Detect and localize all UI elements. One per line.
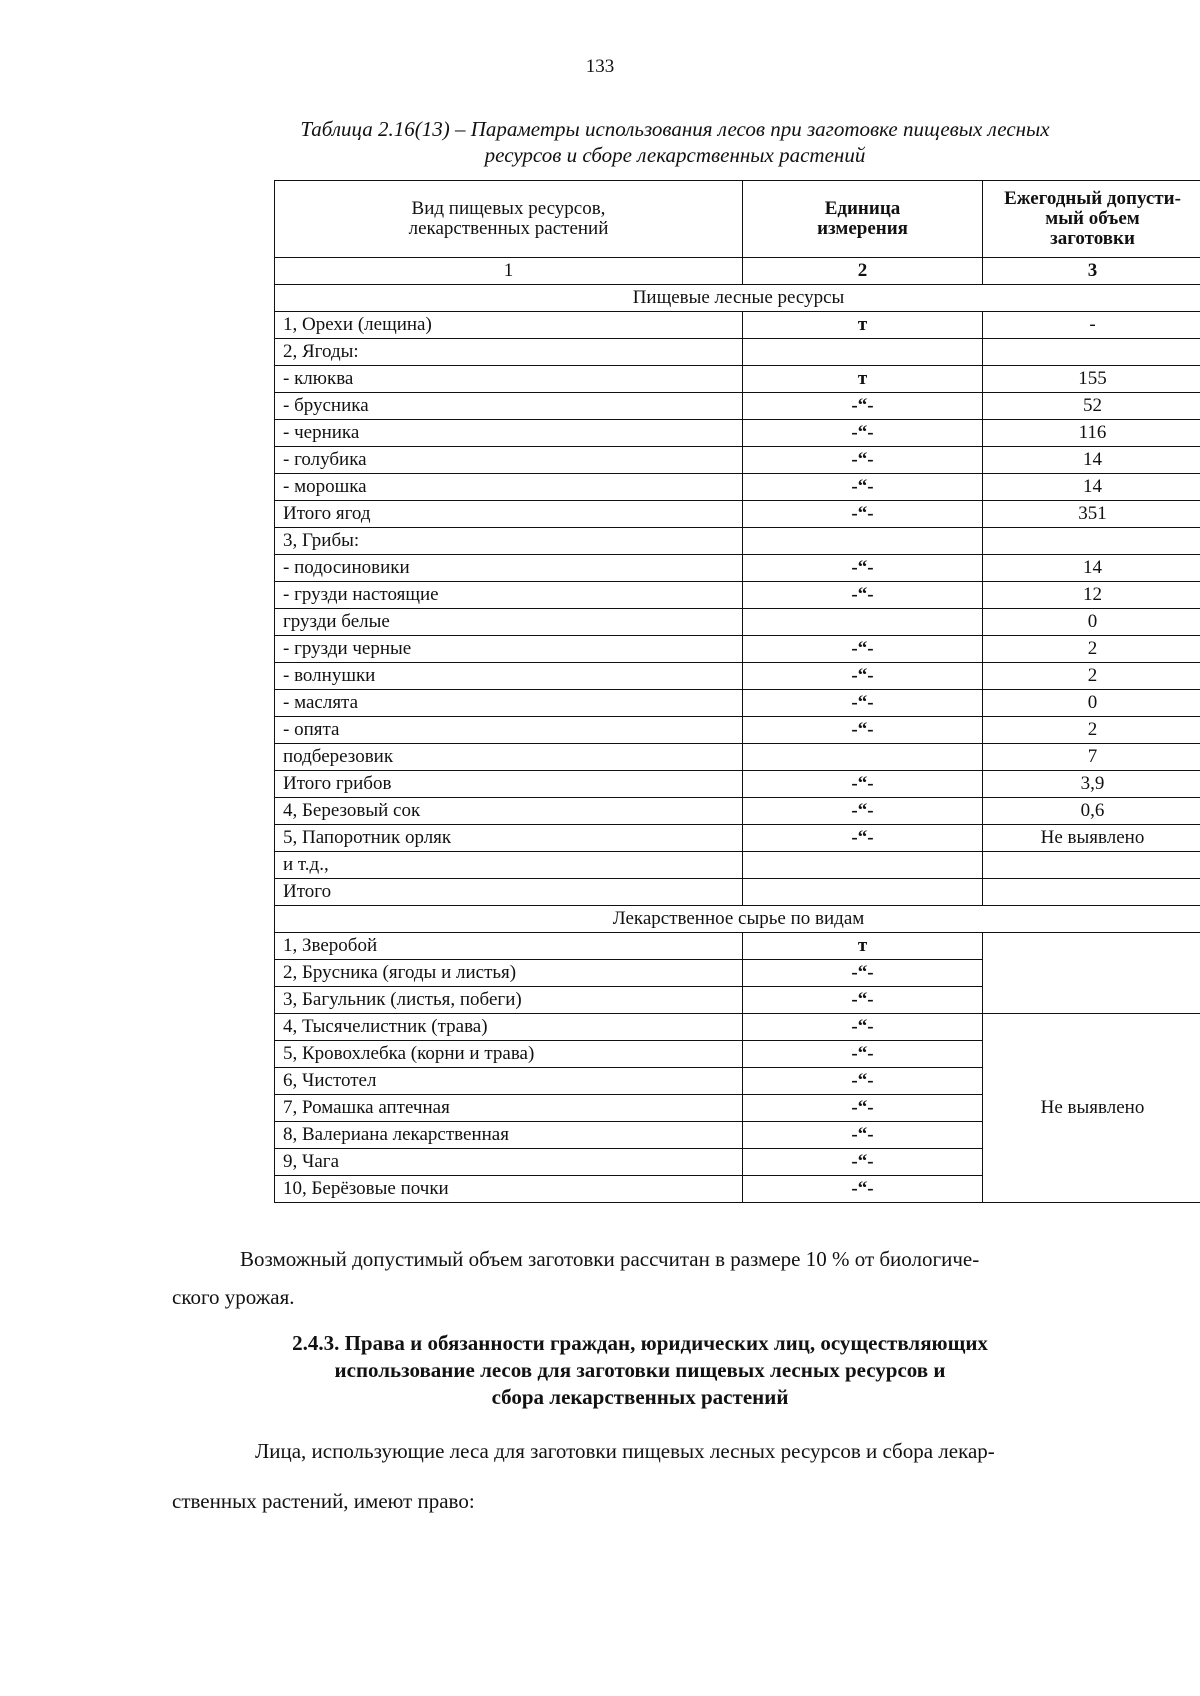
resource-unit: -“-	[743, 717, 983, 744]
table-row	[275, 474, 1200, 501]
resource-unit	[743, 339, 983, 366]
resource-unit	[743, 528, 983, 555]
medicinal-name: 3, Багульник (листья, побеги)	[275, 987, 743, 1014]
resource-value: 3,9	[983, 771, 1200, 798]
medicinal-name: 2, Брусника (ягоды и листья)	[275, 960, 743, 987]
resource-unit: -“-	[743, 825, 983, 852]
medicinal-name: 7, Ромашка аптечная	[275, 1095, 743, 1122]
resource-name: 5, Папоротник орляк	[275, 825, 743, 852]
medicinal-unit: т	[743, 933, 983, 960]
table-row	[275, 1014, 1200, 1041]
header-resource-type: Вид пищевых ресурсов, лекарственных растений	[275, 181, 743, 258]
resource-name: и т.д.,	[275, 852, 743, 879]
header-unit: Единица измерения	[743, 181, 983, 258]
resource-name: 2, Ягоды:	[275, 339, 743, 366]
resource-value: 2	[983, 663, 1200, 690]
table-row	[275, 825, 1200, 852]
header-annual-volume: Ежегодный допусти- мый объем заготовки	[983, 181, 1200, 258]
resource-name: 3, Грибы:	[275, 528, 743, 555]
resource-unit: -“-	[743, 501, 983, 528]
resource-unit: -“-	[743, 474, 983, 501]
table-row	[275, 690, 1200, 717]
medicinal-name: 1, Зверобой	[275, 933, 743, 960]
column-number: 3	[983, 258, 1200, 285]
resource-unit	[743, 879, 983, 906]
column-numbers-row	[275, 258, 1200, 285]
column-number: 1	[275, 258, 743, 285]
resource-value: 155	[983, 366, 1200, 393]
table-row	[275, 420, 1200, 447]
resource-value	[983, 879, 1200, 906]
resource-name: - грузди настоящие	[275, 582, 743, 609]
table-row	[275, 501, 1200, 528]
resource-value: 116	[983, 420, 1200, 447]
medicinal-unit: -“-	[743, 1122, 983, 1149]
resource-name: подберезовик	[275, 744, 743, 771]
resource-name: 4, Березовый сок	[275, 798, 743, 825]
resource-name: - голубика	[275, 447, 743, 474]
resource-unit: -“-	[743, 663, 983, 690]
resource-unit: -“-	[743, 690, 983, 717]
resource-unit: т	[743, 366, 983, 393]
resource-unit: -“-	[743, 420, 983, 447]
resource-name: Итого грибов	[275, 771, 743, 798]
resource-name: - черника	[275, 420, 743, 447]
resource-unit: -“-	[743, 393, 983, 420]
resource-value: 351	[983, 501, 1200, 528]
resource-value: 2	[983, 636, 1200, 663]
medicinal-unit: -“-	[743, 1149, 983, 1176]
section-row-food	[275, 285, 1200, 312]
section-title: Пищевые лесные ресурсы	[275, 285, 1200, 312]
medicinal-unit: -“-	[743, 987, 983, 1014]
resource-unit	[743, 744, 983, 771]
paragraph-1-line-1: Возможный допустимый объем заготовки рассчитан в размере 10 % от биологиче-	[240, 1247, 980, 1271]
resource-name: Итого ягод	[275, 501, 743, 528]
resource-name: - клюква	[275, 366, 743, 393]
table-row	[275, 609, 1200, 636]
table-row	[275, 339, 1200, 366]
medicinal-unit: -“-	[743, 1014, 983, 1041]
resource-name: - подосиновики	[275, 555, 743, 582]
resource-value	[983, 528, 1200, 555]
medicinal-unit: -“-	[743, 1041, 983, 1068]
resource-value: -	[983, 312, 1200, 339]
medicinal-unit: -“-	[743, 1176, 983, 1203]
medicinal-name: 10, Берёзовые почки	[275, 1176, 743, 1203]
resource-value	[983, 852, 1200, 879]
table-row	[275, 636, 1200, 663]
medicinal-name: 6, Чистотел	[275, 1068, 743, 1095]
header-row	[275, 181, 1200, 258]
resource-name: - грузди черные	[275, 636, 743, 663]
resource-name: - маслята	[275, 690, 743, 717]
table-row	[275, 771, 1200, 798]
resource-unit	[743, 609, 983, 636]
table-row	[275, 555, 1200, 582]
medicinal-value: Не выявлено	[983, 1014, 1200, 1203]
resource-name: 1, Орехи (лещина)	[275, 312, 743, 339]
resource-value: 7	[983, 744, 1200, 771]
medicinal-name: 5, Кровохлебка (корни и трава)	[275, 1041, 743, 1068]
resource-unit: -“-	[743, 636, 983, 663]
resource-value: 12	[983, 582, 1200, 609]
medicinal-name: 8, Валериана лекарственная	[275, 1122, 743, 1149]
resources-table	[274, 180, 1200, 1203]
table-row	[275, 312, 1200, 339]
resource-unit: -“-	[743, 447, 983, 474]
table-row	[275, 528, 1200, 555]
medicinal-unit: -“-	[743, 1095, 983, 1122]
medicinal-unit: -“-	[743, 960, 983, 987]
table-row	[275, 717, 1200, 744]
resource-unit: -“-	[743, 582, 983, 609]
resource-unit: -“-	[743, 798, 983, 825]
resource-value: 0,6	[983, 798, 1200, 825]
resource-value: 14	[983, 447, 1200, 474]
medicinal-name: 9, Чага	[275, 1149, 743, 1176]
paragraph-2-line-2: ственных растений, имеют право:	[172, 1489, 475, 1513]
resource-name: - морошка	[275, 474, 743, 501]
resource-value: 0	[983, 609, 1200, 636]
resources-table-container	[274, 180, 1200, 1203]
caption-line-1: Таблица 2.16(13) – Параметры использования лесов при заготовке пищевых лесных	[300, 117, 1050, 141]
resource-unit: -“-	[743, 771, 983, 798]
resource-value: 14	[983, 474, 1200, 501]
resource-unit	[743, 852, 983, 879]
table-row	[275, 393, 1200, 420]
table-row	[275, 852, 1200, 879]
medicinal-unit: -“-	[743, 1068, 983, 1095]
medicinal-name: 4, Тысячелистник (трава)	[275, 1014, 743, 1041]
paragraph-2-line-1: Лица, использующие леса для заготовки пищевых лесных ресурсов и сбора лекар-	[255, 1439, 995, 1463]
section-title: Лекарственное сырье по видам	[275, 906, 1200, 933]
resource-name: - волнушки	[275, 663, 743, 690]
table-row	[275, 447, 1200, 474]
resource-value: Не выявлено	[983, 825, 1200, 852]
resource-name: грузди белые	[275, 609, 743, 636]
resource-value: 2	[983, 717, 1200, 744]
paragraph-1-line-2: ского урожая.	[172, 1285, 295, 1309]
section-heading: 2.4.3. Права и обязанности граждан, юридических лиц, осуществляющих использование лесов для заготовки пищевых лесных ресурсов и сбора лекарственных растений	[292, 1331, 988, 1409]
page-number: 133	[585, 56, 615, 77]
table-caption	[235, 116, 1115, 168]
resource-name: - брусника	[275, 393, 743, 420]
resource-unit: -“-	[743, 555, 983, 582]
table-row	[275, 879, 1200, 906]
caption-line-2: ресурсов и сборе лекарственных растений	[484, 143, 866, 167]
table-row	[275, 744, 1200, 771]
resource-value: 14	[983, 555, 1200, 582]
resource-name: - опята	[275, 717, 743, 744]
table-row	[275, 933, 1200, 960]
resource-value: 52	[983, 393, 1200, 420]
table-row	[275, 798, 1200, 825]
table-row	[275, 663, 1200, 690]
resource-value	[983, 339, 1200, 366]
column-number: 2	[743, 258, 983, 285]
resource-name: Итого	[275, 879, 743, 906]
table-row	[275, 582, 1200, 609]
section-row-medicinal	[275, 906, 1200, 933]
resource-value: 0	[983, 690, 1200, 717]
medicinal-value-empty	[983, 933, 1200, 1014]
table-row	[275, 366, 1200, 393]
resource-unit: т	[743, 312, 983, 339]
